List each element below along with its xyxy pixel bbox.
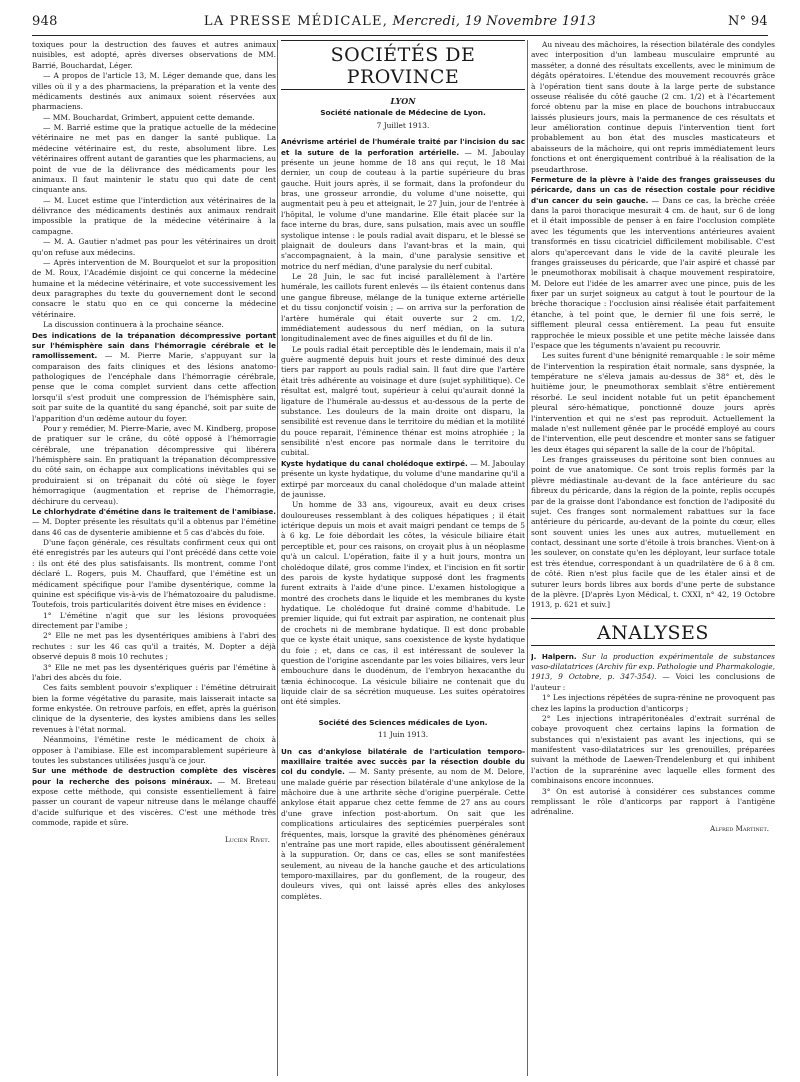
paragraph: — M. Barrié estime que la pratique actuelle de la médecine vétérinaire ne met pas en danger la santé publique. La médecine vétérinaire est, du reste, absolument libre. Les vétérinaires offrent autant de garanties que les pharmaciens, au point de vue de la délivrance des médicaments pour les animaux. Il faut maintenir le statu quo qui date de cent cinquante ans. (32, 123, 276, 195)
page-number: 948 (32, 14, 58, 29)
paragraph: Au niveau des mâchoires, la résection bilatérale des condyles avec interposition d'un lambeau musculaire emprunté au masséter, a donné des résultats excellents, avec le minimum de dégâts opératoires. L'étendue des mouvement recouvrés grâce à l'opération tient sans doute à la large perte de substance osseuse réalisée du côté gauche (2 cm. 1/2) et à l'écartement forcé obtenu par la mise en place de bouchons intrabuccaux laissés plusieurs jours, mais la permanence de ces résultats et leur amélioration continue depuis l'intervention tient fort probablement au bon état des muscles masticateurs et abaisseurs de la mâchoire, qui ont repris immédiatement leurs fonctions et ont énergiquement contribué à la réalisation de la pseudarthrose. (531, 40, 775, 174)
communication-body: — Dans ce cas, la brèche créée dans la paroi thoracique mesurait 4 cm. de haut, sur 6 de long et il était impossible de penser à en faire l'occlusion complète avec les téguments que les interventions antérieures avaient transformés en tissu cicatriciel difficilement mobilisable. C'est alors qu'apercevant dans le vide de la cavité pleurale les franges graisseuses du péricarde, que l'air aspiré et chassé par le pneumothorax mobilisait à chaque mouvement respiratoire, M. Delore eut l'idée de les amarrer avec une pince, puis de les fixer par un surjet soigneux au catgut à tout le pourtour de la brèche thoracique : l'occlusion ainsi réalisée était parfaitement étanche, à tel point que, le dernier fil une fois serré, le sifflement pleural cessa entièrement. La peau fut ensuite rapprochée le mieux possible et une petite mèche laissée dans l'espace que les téguments n'avaient pu recouvrir. (531, 195, 775, 350)
column-middle (281, 40, 525, 1076)
communication (32, 331, 276, 424)
column-divider (277, 40, 278, 1076)
journal-title (92, 14, 708, 29)
analysis-source: (Archiv für exp. Pathologie und Pharmakologie, 1913, 9 Octobre, p. 347-354). (531, 662, 775, 682)
communication (32, 766, 276, 828)
issue-date: Mercredi, 19 Novembre 1913 (392, 14, 597, 29)
spacer (281, 708, 525, 716)
communication (32, 507, 276, 538)
paragraph: 3° Elle ne met pas les dysentériques guéris par l'émétine à l'abri des abcès du foie. (32, 662, 276, 682)
header-rule (32, 35, 768, 36)
column-divider (527, 40, 528, 1076)
communication-body: — M. Santy présente, au nom de M. Delore, une malade guérie par résection bilatérale d'une ankylose de la mâchoire due à une arthrite sèche d'origine puerpérale. Cette ankylose était apparue chez cette femme de 27 ans au cours d'une grave infection post-abortum. On sait que les complications articulaires des septicémies puerpérales sont fréquentes, mais, lorsque la gravité des phénomènes généraux n'entraîne pas une mort rapide, elles aboutissent généralement à la suppuration. Or, dans ce cas, elles se sont manifestées seulement, au niveau de la hanche gauche et des articulations temporo-maxillaires, par du gonflement, de la rougeur, des douleurs vives, qui ont laissé après elles des ankyloses complètes. (281, 767, 525, 901)
paragraph: Les franges graisseuses du péritoine sont bien connues au point de vue anatomique. Ce sont trois replis formés par la plèvre médiastinale au-devant de la face antérieure du sac fibreux du péricarde, dans la région de la pointe, replis occupés par de la graisse dont l'abondance est fonction de l'adiposité du sujet. Ces franges sont normalement rabattues sur la face antérieure du péricarde, au-devant de la pointe du cœur, elles sont souvent unies les unes aux autres, mutuellement en contact, dessinant une sorte d'étoile à trois branches. Vient-on à les soulever, on constate qu'en les déployant, leur surface totale est très étendue, correspondant à un quadrilatère de 6 à 8 cm. de côté. Rien n'est plus facile que de les étaler ainsi et de suturer leurs bords libres aux bords d'une perte de substance de la plèvre. [D'après Lyon Médical, t. CXXI, n° 42, 19 Octobre 1913, p. 621 et suiv.] (531, 455, 775, 610)
communication-title: Sur une méthode de destruction complète des viscères pour la recherche des poisons minéraux. (32, 766, 276, 786)
paragraph: 3° On est autorisé à considérer ces substances comme remplissant le rôle d'anticorps par rapport à l'antigène adrénaline. (531, 786, 775, 817)
communication-title: Anévrisme artériel de l'humérale traité par l'incision du sac et la suture de la perforation artérielle. (281, 137, 525, 157)
analysis-entry (531, 652, 775, 694)
communication-body: — M. Pierre Marie, s'appuyant sur la comparaison des faits cliniques et des lésions anatomo-pathologiques de l'encéphale dans l'hémorragie cérébrale, pense que le coma complet survient dans cette affection lorsqu'il s'est produit une compression de l'hémisphère sain, soit par suite de la quantité du sang épanché, soit par suite de l'apparition d'un œdème autour du foyer. (32, 351, 276, 423)
paragraph: 2° Elle ne met pas les dysentériques amibiens à l'abri des rechutes : sur les 46 cas qu'il a traités, M. Dopter a déjà observé depuis 8 mois 10 rechutes ; (32, 631, 276, 662)
session-date: 11 Juin 1913. (377, 730, 429, 740)
paragraph: Le pouls radial était perceptible dès le lendemain, mais il n'a guère augmenté depuis huit jours et reste diminué des deux tiers par rapport au pouls radial sain. Il faut dire que l'artère était très adhérente au voisinage et dure (sujet syphilitique). Ce résultat est, malgré tout, supérieur à celui qu'aurait donné la ligature de l'humérale au-dessus et au-dessous de la perte de substance. Les douleurs de la main droite ont disparu, la sensibilité est revenue dans le territoire du médian et la motilité du pouce reparait, l'éminence thénar est moins atrophiée ; la sensibilité n'est encore pas normale dans le territoire du cubital. (281, 344, 525, 458)
analysis-intro: — Voici les conclusions de l'auteur : (531, 672, 775, 692)
column-right (531, 40, 775, 1076)
communication (281, 459, 525, 501)
communication (281, 747, 525, 903)
author-signature: Lucien Rivet. (225, 835, 270, 844)
paragraph: 1° L'émétine n'agit que sur les lésions provoquées directement par l'amibe ; (32, 610, 276, 630)
communication (531, 175, 775, 351)
paragraph: — M. Lucet estime que l'interdiction aux vétérinaires de la délivrance des médicaments destinés aux animaux rendrait impossible la pratique de la médecine vétérinaire à la campagne. (32, 195, 276, 236)
communication-title: Fermeture de la plèvre à l'aide des franges graisseuses du péricarde, dans un cas de résection costale pour récidive d'un cancer du sein gauche. (531, 174, 775, 205)
paragraph: Les suites furent d'une bénignité remarquable : le soir même de l'intervention la respiration était normale, sans dyspnée, la température ne s'éleva jamais au-dessus de 38° et, dès le huitième jour, le pneumothorax semblait s'être entièrement résorbé. Le seul incident notable fut un petit épanchement pleural séro-hématique, ponctionné douze jours après l'intervention et qui ne s'est pas reproduit. Actuellement la malade n'est nullement gênée par le procédé employé au cours de l'intervention, elle peut descendre et monter sans se fatiguer les deux étages qui séparent la salle de la cour de l'hôpital. (531, 351, 775, 454)
section-title: ANALYSES (597, 621, 709, 644)
society-name: Société nationale de Médecine de Lyon. (320, 108, 486, 118)
communication-title: Des indications de la trépanation décompressive portant sur l'hémisphère sain dans l'hémorragie cérébrale et le ramollissement. (32, 330, 276, 361)
communication-title: Un cas d'ankylose bilatérale de l'articulation temporo-maxillaire traitée avec succès par la résection double du col du condyle. (281, 746, 525, 777)
paragraph: 2° Les injections intrapéritonéales d'extrait surrénal de cobaye provoquent chez certains lapins la formation de substances qui n'existaient pas avant les injections, qui se manifestent vaso-dilatatrices sur les grenouilles, préparées suivant la méthode de Laewen-Trendelenburg et qui inhibent l'action de la suprarénine avec laquelle elles forment des combinaisons encore inconnues. (531, 713, 775, 786)
issue-number: N° 94 (727, 14, 768, 29)
communication-title: Le chlorhydrate d'émétine dans le traitement de l'amibiase. (32, 506, 276, 516)
paragraph: — MM. Bouchardat, Grimbert, appuient cette demande. (43, 112, 255, 122)
column-left (32, 40, 276, 1076)
author-signature: Alfred Martinet. (710, 824, 769, 833)
paragraph: — A propos de l'article 13, M. Léger demande que, dans les villes où il y a des pharmaciens, la préparation et la vente des médicaments destinés aux animaux soient réservées aux pharmaciens. (32, 71, 276, 112)
communication-body: — M. Jaboulay présente un jeune homme de 18 ans qui reçut, le 18 Mai dernier, un coup de couteau à la partie supérieure du bras gauche. Huit jours après, il se formait, dans la profondeur du bras, une grosseur arrondie, du volume d'une noisette, qui augmentait peu à peu et atteignait, le 27 Juin, jour de l'entrée à l'hôpital, le volume d'une mandarine. Elle était placée sur la face interne du bras, dure, sans pulsation, mais avec un souffle systolique intense : le pouls radial avait disparu, et le blessé se plaignait de douleurs dans l'avant-bras et la main, qui s'accompagnaient, à la main, d'une paralysie sensitive et motrice du nerf médian, d'une paralysie du nerf cubital. (281, 147, 525, 271)
communication-title: Kyste hydatique du canal cholédoque extirpé. (281, 458, 468, 468)
section-title: SOCIÉTÉS DE PROVINCE (330, 44, 476, 88)
paragraph: Le 28 Juin, le sac fut incisé parallèlement à l'artère humérale, les caillots furent enlevés — ils étaient contenus dans une gangue fibreuse, mélange de la tunique externe artérielle et du tissu conjonctif voisin ; — on arriva sur la perforation de l'artère humérale qui était ouverte sur 2 cm. 1/2, immédiatement audessous du nerf médian, on la sutura longitudinalement avec de fines aiguilles et du fil de lin. (281, 272, 525, 344)
communication-body: — M. Dopter présente les résultats qu'il a obtenus par l'émétine dans 46 cas de dysenterie amibienne et 5 cas d'abcès du foie. (32, 517, 276, 537)
paragraph: — M. A. Gautier n'admet pas pour les vétérinaires un droit qu'on refuse aux médecins. (32, 237, 276, 257)
analysis-author: J. Halpern. (531, 651, 577, 661)
communication (281, 137, 525, 272)
section-header-box (531, 618, 775, 646)
paragraph: toxiques pour la destruction des fauves et autres animaux nuisibles, est adopté, après diverses observations de MM. Barrié, Bouchardat, Léger. (32, 40, 276, 70)
running-header (32, 14, 768, 34)
paragraph: Néanmoins, l'émétine reste le médicament de choix à opposer à l'amibiase. Elle est incomparablement supérieure à toutes les substances utilisées jusqu'à ce jour. (32, 735, 276, 765)
section-header-box (281, 40, 525, 90)
paragraph: Un homme de 33 ans, vigoureux, avait eu deux crises douloureuses ressemblant à des coliques hépatiques ; il était ictérique depuis un mois et avait maigri pendant ce temps de 5 à 6 kg. Le foie débordait les côtes, la vésicule biliaire était perceptible et, pour ces raisons, on croyait plus à un néoplasme qu'à un calcul. L'opération, faite il y a huit jours, montra un cholédoque dilaté, gros comme l'index, et l'incision en fit sortir des parois de kyste hydatique supposé dont les fragments furent extraits à l'aide d'une pince. L'examen histologique a montré des crochets dans le liquide et les membranes du kyste hydatique. Le cholédoque fut drainé comme d'habitude. Le premier liquide, qui fut extrait par aspiration, ne contenait plus de crochets ni de membrane hydatique. Il est donc probable que ce kyste était unique, sans coexistence de kyste hydatique du foie ; et, dans ce cas, il est intéressant de soulever la question de l'origine ascendante par les voies biliaires, vers leur embouchure dans le duodénum, de l'embryon hexacanthe du tænia échinocoque. La vésicule biliaire ne contenait que du liquide clair de sa sécrétion muqueuse. Les suites opératoires ont été simples. (281, 500, 525, 707)
paragraph: Pour y remédier, M. Pierre-Marie, avec M. Kindberg, propose de pratiquer sur le crâne, du côté opposé à l'hémorragie cérébrale, une trépanation décompressive qui libérera l'hémisphère sain. En pratiquant la trépanation décompressive du côté sain, on échappe aux complications inévitables qui se produiraient si on trépanait du côté où siège le foyer hémorragique (augmentation et reprise de l'hémorragie, déchirure du cerveau). (32, 423, 276, 506)
paragraph: D'une façon générale, ces résultats confirment ceux qui ont été enregistrés par les auteurs qui l'ont précédé dans cette voie : ils ont été des plus satisfaisants. Ils montrent, comme l'ont déclaré L. Rogers, puis M. Chauffard, que l'émétine est un médicament spécifique pour l'amibe dysentérique, comme la quinine est spécifique vis-à-vis de l'hématozoaire du paludisme. Toutefois, trois particularités doivent être mises en évidence : (32, 538, 276, 610)
paragraph: La discussion continuera à la prochaine séance. (43, 320, 224, 330)
analysis-title: Sur la production expérimentale de substances vaso-dilatatrices (531, 651, 775, 671)
communication-body: — M. Jaboulay présente un kyste hydatique, du volume d'une mandarine qu'il a extirpé par morceaux du canal cholédoque d'un malade atteint de jaunisse. (281, 458, 525, 499)
journal-name: LA PRESSE MÉDICALE, (203, 14, 389, 29)
paragraph: Ces faits semblent pouvoir s'expliquer : l'émétine détruirait bien la forme végétative du parasite, mais laisserait intacte sa forme enkystée. On retrouve parfois, en effet, après la guérison clinique de la dysenterie, des kystes amibiens dans les selles revenues à l'état normal. (32, 683, 276, 734)
communication-body: — M. Breteau expose cette méthode, qui consiste essentiellement à faire passer un courant de vapeur nitreuse dans le mélange chauffé d'acide sulfurique et des viscères. C'est une méthode très commode, rapide et sûre. (32, 776, 276, 828)
society-name: Société des Sciences médicales de Lyon. (318, 717, 488, 727)
paragraph: — Après intervention de M. Bourquelot et sur la proposition de M. Roux, l'Académie disjoint ce qui concerne la médecine humaine et la médecine vétérinaire, et vote successivement les deux paragraphes du texte du gouvernement dont le second consacre le statu quo en ce qui concerne la médecine vétérinaire. (32, 257, 276, 319)
city-heading: LYON (390, 96, 416, 106)
paragraph: 1° Les injections répétées de supra-rénine ne provoquent pas chez les lapins la production d'anticorps ; (531, 693, 775, 713)
session-date: 7 Juillet 1913. (376, 120, 430, 130)
